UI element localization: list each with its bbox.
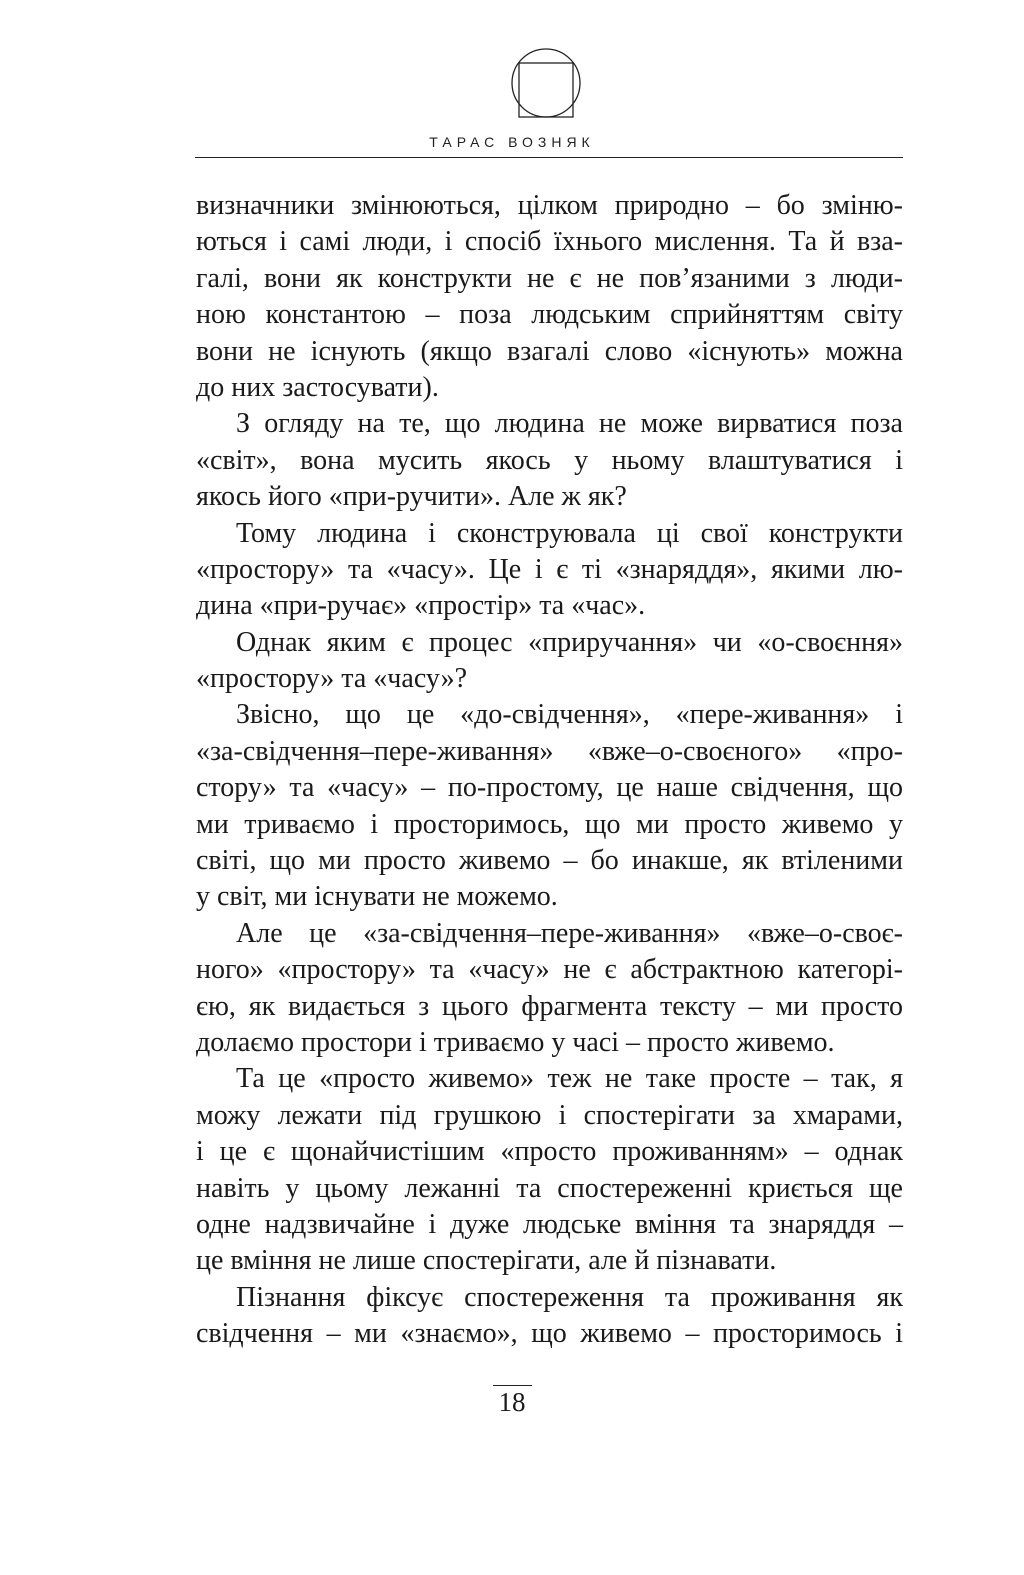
text-line: ного» «простору» та «часу» не є абстрактною категорі- bbox=[196, 954, 903, 986]
page-number-container bbox=[0, 1385, 1024, 1418]
text-line: і це є щонайчистішим «просто проживанням» – однак bbox=[196, 1136, 903, 1168]
text-line: свідчення – ми «знаємо», що живемо – просторимось і bbox=[196, 1318, 903, 1350]
text-line: стору» та «часу» – по-простому, це наше свідчення, що bbox=[196, 772, 903, 804]
paragraph bbox=[196, 516, 903, 625]
circle-square-logo-icon bbox=[510, 47, 582, 119]
paragraph bbox=[196, 916, 903, 1062]
page-number: 18 bbox=[493, 1385, 532, 1418]
paragraph bbox=[196, 1061, 903, 1279]
paragraph bbox=[196, 625, 903, 698]
text-line: «простору» та «часу». Це і є ті «знаряддя», якими лю- bbox=[196, 553, 903, 585]
text-line: у світ, ми існувати не можемо. bbox=[196, 881, 558, 913]
text-line: до них застосувати). bbox=[196, 371, 439, 403]
paragraph bbox=[196, 188, 903, 406]
text-line: Звісно, що це «до-свідчення», «пере-живання» і bbox=[236, 699, 903, 731]
text-line: Тому людина і сконструювала ці свої конструкти bbox=[236, 517, 903, 549]
text-line: Але це «за-свідчення–пере-живання» «вже–о-своє- bbox=[236, 917, 903, 949]
paragraph bbox=[196, 1280, 903, 1353]
text-line: вони не існують (якщо взагалі слово «існують» можна bbox=[196, 335, 903, 367]
text-line: галі, вони як конструкти не є не пов’язаними з люди- bbox=[196, 262, 903, 294]
text-line: долаємо простори і триваємо у часі – просто живемо. bbox=[196, 1026, 835, 1058]
text-line: З огляду на те, що людина не може вирватися поза bbox=[236, 408, 903, 440]
running-head-author: ТАРАС ВОЗНЯК bbox=[429, 134, 595, 150]
text-line: дина «при-ручає» «простір» та «час». bbox=[196, 590, 646, 622]
text-line: навіть у цьому лежанні та спостереженні криється ще bbox=[196, 1172, 903, 1204]
text-line: єю, як видається з цього фрагмента тексту – ми просто bbox=[196, 990, 903, 1022]
text-line: ються і самі люди, і спосіб їхнього мислення. Та й вза- bbox=[196, 226, 903, 258]
text-line: Однак яким є процес «приручання» чи «о-своєння» bbox=[236, 626, 903, 658]
text-line: можу лежати під грушкою і спостерігати за хмарами, bbox=[196, 1099, 903, 1131]
text-line: одне надзвичайне і дуже людське вміння та знаряддя – bbox=[196, 1208, 903, 1240]
text-line: «світ», вона мусить якось у ньому влаштуватися і bbox=[196, 444, 903, 476]
text-line: Пізнання фіксує спостереження та проживання як bbox=[236, 1281, 903, 1313]
header-divider bbox=[195, 157, 903, 158]
paragraph bbox=[196, 406, 903, 515]
text-line: ною константою – поза людським сприйняттям світу bbox=[196, 299, 903, 331]
text-line: «простору» та «часу»? bbox=[196, 663, 468, 695]
text-line: якось його «при-ручити». Але ж як? bbox=[196, 481, 627, 513]
text-line: це вміння не лише спостерігати, але й пізнавати. bbox=[196, 1245, 777, 1277]
text-line: світі, що ми просто живемо – бо инакше, як втіленими bbox=[196, 845, 903, 877]
text-line: визначники змінюються, цілком природно – бо зміню- bbox=[196, 190, 903, 221]
text-line: ми триваємо і просторимось, що ми просто живемо у bbox=[196, 808, 903, 840]
text-line: «за-свідчення–пере-живання» «вже–о-своєного» «про- bbox=[196, 735, 903, 767]
body-text bbox=[196, 188, 903, 1353]
text-line: Та це «просто живемо» теж не таке просте – так, я bbox=[236, 1063, 903, 1095]
paragraph bbox=[196, 697, 903, 915]
